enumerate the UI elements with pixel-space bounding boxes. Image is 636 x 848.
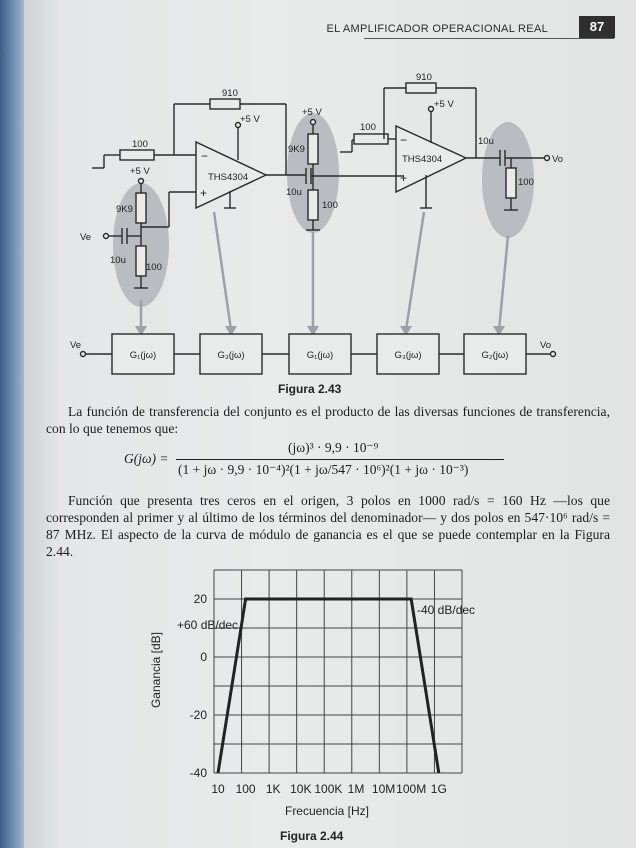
label-rf1: 910 <box>222 88 238 99</box>
label-plus-2: + <box>400 171 408 185</box>
label-rf2: 910 <box>416 72 432 83</box>
label-cap1: 10u <box>110 255 126 266</box>
y-tick-label-3: -40 <box>189 766 207 780</box>
gain-chart <box>24 0 636 848</box>
x-tick-label-3: 10K <box>290 782 312 796</box>
label-vcc1: +5 V <box>240 114 260 125</box>
label-vcc-div2: +5 V <box>302 107 322 118</box>
annotation-plus60: +60 dB/dec <box>177 618 239 632</box>
x-tick-label-6: 10M <box>371 782 396 796</box>
label-opamp2: THS4304 <box>402 154 443 165</box>
chart-ylabel: Ganancia [dB] <box>149 631 163 709</box>
block-label-1: G₁(jω) <box>129 350 157 361</box>
label-ve: Ve <box>80 232 92 243</box>
x-tick-label-8: 1G <box>430 782 447 796</box>
page-number-badge: 87 <box>579 16 615 38</box>
x-tick-label-5: 1M <box>347 782 365 796</box>
block-label-3: G₁(jω) <box>306 350 334 361</box>
block-label-4: G₃(jω) <box>394 350 422 361</box>
block-input-ve: Ve <box>70 340 82 351</box>
running-header-title: EL AMPLIFICADOR OPERACIONAL REAL <box>326 23 548 35</box>
equation-lhs: G(jω) = <box>124 451 169 466</box>
x-tick-label-1: 100 <box>235 782 256 796</box>
x-tick-label-2: 1K <box>265 782 281 796</box>
x-tick-label-0: 10 <box>211 782 225 796</box>
block-output-vo: Vo <box>540 340 552 351</box>
label-r2: 100 <box>360 122 376 133</box>
paragraph-1-text: La función de transferencia del conjunto es el producto de las diversas funciones de transferencia, con lo que tenemos que: <box>46 404 610 436</box>
label-vo: Vo <box>552 154 564 165</box>
label-minus-1: − <box>201 149 209 163</box>
margin-text-1 <box>0 30 2 53</box>
block-label-2: G₃(jω) <box>217 350 245 361</box>
figure-2-43-caption: Figura 2.43 <box>278 382 342 396</box>
label-cap2: 10u <box>286 187 302 198</box>
label-vcc2: +5 V <box>434 99 454 110</box>
book-page <box>24 0 636 848</box>
equation-numerator: (jω)³ · 9,9 · 10⁻⁹ <box>288 440 379 455</box>
label-cap3: 10u <box>478 136 494 147</box>
label-rload: 100 <box>518 177 534 188</box>
x-tick-label-7: 100M <box>396 782 427 796</box>
block-label-5: G₂(jω) <box>481 350 509 361</box>
y-tick-label-1: 0 <box>200 650 207 664</box>
annotation-minus40: -40 dB/dec <box>417 603 476 617</box>
label-9k9-1: 9K9 <box>116 204 133 215</box>
y-tick-label-2: -20 <box>189 708 207 722</box>
label-plus-1: + <box>200 186 208 200</box>
label-100-div2: 100 <box>322 200 338 211</box>
label-vcc-div1: +5 V <box>130 166 150 177</box>
chart-xlabel: Frecuencia [Hz] <box>284 804 370 818</box>
figure-2-44-caption: Figura 2.44 <box>280 829 344 843</box>
label-opamp1: THS4304 <box>208 172 249 183</box>
paragraph-2-text: Función que presenta tres ceros en el origen, 3 polos en 1000 rad/s = 160 Hz —los que corresponden al primer y al último de los términos del denominador— y dos polos en 547·10⁶ rad/s = 87 MHz. El aspecto de la curva de módulo de ganancia es el que se puede contemplar en la Figura 2.44. <box>46 493 610 559</box>
equation-denominator: (1 + jω · 9,9 · 10⁻⁴)²(1 + jω/547 · 10⁶)²(1 + jω · 10⁻³) <box>178 462 469 477</box>
label-100-div1: 100 <box>146 262 162 273</box>
label-9k9-2: 9K9 <box>288 144 305 155</box>
label-r1: 100 <box>132 139 148 150</box>
y-tick-label-0: 20 <box>193 592 207 606</box>
label-minus-2: − <box>400 133 408 147</box>
x-tick-label-4: 100K <box>314 782 343 796</box>
